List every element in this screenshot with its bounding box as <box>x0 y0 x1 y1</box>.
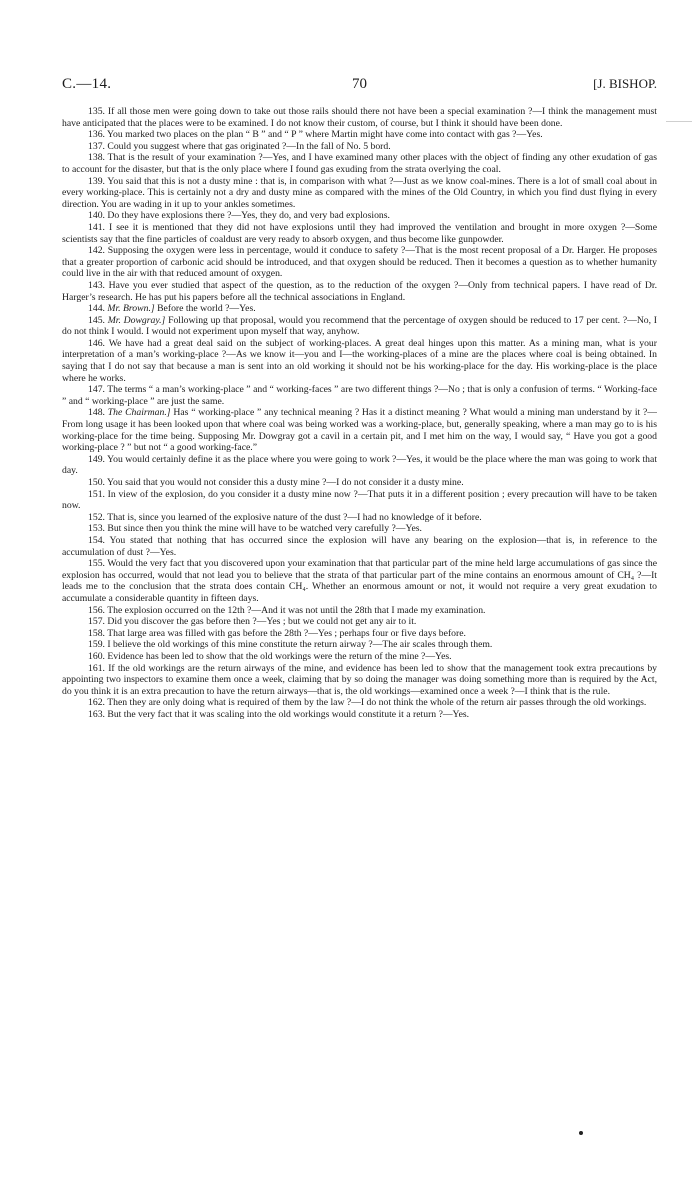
question-paragraph <box>62 315 657 338</box>
witness-name: [J. BISHOP. <box>593 76 657 91</box>
question-text: Before the world ?—Yes. <box>157 303 256 315</box>
question-paragraph <box>62 106 657 129</box>
question-paragraph <box>62 558 657 604</box>
margin-rule <box>666 121 692 122</box>
question-paragraph <box>62 245 657 280</box>
question-number: 159. <box>88 639 105 651</box>
question-text: Following up that proposal, would you recommend that the percentage of oxygen should be reduced to 17 per cent. ?—No, I do not think I would. I would not experiment upon myself that way, anyhow. <box>62 314 658 338</box>
speaker: The Chairman.] <box>107 407 171 419</box>
question-number: 161. <box>88 662 105 674</box>
question-paragraph <box>62 535 657 558</box>
question-paragraph <box>62 407 657 453</box>
question-text: If all those men were going down to take out those rails should there not have been a special examination ?—I think the management must have anticipated that the places were to be examined. I do not know their custom, of course, but I think it should have been done. <box>62 106 657 129</box>
question-text: The terms “ a man’s working-place ” and “ working-faces ” are two different things ?—No ; that is only a confusion of terms. “ Working-face ” and “ working-place ” are just the same. <box>62 384 657 407</box>
question-paragraph <box>62 338 657 384</box>
question-number: 142. <box>88 245 105 257</box>
question-paragraph <box>62 651 657 663</box>
question-paragraph <box>62 605 657 617</box>
question-number: 154. <box>88 534 105 546</box>
document-code: C.—14. <box>62 76 112 92</box>
question-text: We have had a great deal said on the subject of working-places. A great deal hinges upon this matter. As a mining man, what is your interpretation of a man’s working-place ?—As we know it—you and I—the working-places of a mine are the places where coal is being obtained. In saying that I do not say that because a man is sent into an old working it should not be his working-place for the day. His working-place is the place where he works. <box>62 337 657 384</box>
question-paragraph <box>62 616 657 628</box>
question-text: Did you discover the gas before then ?—Yes ; but we could not get any air to it. <box>107 616 417 628</box>
question-text: But since then you think the mine will have to be watched very carefully ?—Yes. <box>107 523 422 535</box>
question-paragraph <box>62 628 657 640</box>
question-text: Has “ working-place ” any technical meaning ? Has it a distinct meaning ? What would a mining man understand by it ?—From long usage it has been looked upon that where coal was being worked was a working-place, but, generally speaking, where a man may go to is his working-place for the time being. Supposing Mr. Dowgray got a cavil in a certain pit, and I met him on the way, I would say, “ Have you got a good working-place ? ” but not “ a good working-face.” <box>62 407 657 454</box>
question-number: 155. <box>88 558 105 570</box>
question-text: Could you suggest where that gas originated ?—In the fall of No. 5 bord. <box>107 140 391 152</box>
question-paragraph <box>62 384 657 407</box>
question-text: You marked two places on the plan “ B ” and “ P ” where Martin might have come into contact with gas ?—Yes. <box>107 129 543 141</box>
question-paragraph <box>62 454 657 477</box>
question-text: But the very fact that it was scaling into the old workings would constitute it a return ?—Yes. <box>107 708 470 720</box>
question-paragraph <box>62 489 657 512</box>
question-paragraph <box>62 709 657 721</box>
question-paragraph <box>62 477 657 489</box>
question-number: 138. <box>88 152 105 164</box>
question-text: In view of the explosion, do you consider it a dusty mine now ?—That puts it in a different position ; every precaution will have to be taken now. <box>62 488 657 512</box>
question-number: 153. <box>88 523 105 535</box>
question-paragraph <box>62 141 657 153</box>
question-text: That is the result of your examination ?—Yes, and I have examined many other places with the object of finding any other exudation of gas to account for the disaster, but that is the only place where I found gas exuding from the strata overlying the coal. <box>62 152 658 175</box>
question-text: Do they have explosions there ?—Yes, they do, and very bad explosions. <box>107 210 390 222</box>
question-text: The explosion occurred on the 12th ?—And it was not until the 28th that I made my examination. <box>107 604 486 616</box>
question-number: 157. <box>88 616 105 628</box>
question-text: Would the very fact that you discovered upon your examination that that particular part of the mine held large accumulations of gas since the explosion has occurred, would that not lead you to believe that the strata of that particular part of the mine contains an enormous amount of CH₄ ?—It leads me to the conclusion that the strata does contain CH₄. Whether an enormous amount or not, it would not require a very great exudation to accumulate a considerable quantity in fifteen days. <box>62 558 657 604</box>
question-text: Evidence has been led to show that the old workings were the return of the mine ?—Yes. <box>107 650 452 662</box>
question-number: 143. <box>88 279 105 291</box>
question-paragraph <box>62 303 657 315</box>
question-number: 150. <box>88 477 105 488</box>
question-number: 148. <box>88 407 105 419</box>
question-number: 146. <box>88 337 105 349</box>
question-paragraph <box>62 152 657 175</box>
question-text: You said that you would not consider this a dusty mine ?—I do not consider it a dusty mine. <box>107 477 464 488</box>
question-number: 162. <box>88 697 105 709</box>
question-number: 158. <box>88 627 105 639</box>
question-paragraph <box>62 523 657 535</box>
question-paragraph <box>62 280 657 303</box>
question-paragraph <box>62 210 657 222</box>
question-number: 136. <box>88 129 105 141</box>
question-number: 135. <box>88 106 105 117</box>
question-text: That large area was filled with gas before the 28th ?—Yes ; perhaps four or five days before. <box>107 627 466 639</box>
question-number: 160. <box>88 650 105 662</box>
question-paragraph <box>62 639 657 651</box>
question-text: You stated that nothing that has occurred since the explosion will have any bearing on the explosion—that is, in reference to the accumulation of dust ?—Yes. <box>62 534 657 558</box>
question-number: 145. <box>88 314 105 326</box>
question-paragraph <box>62 512 657 524</box>
question-number: 137. <box>88 140 105 152</box>
question-text: I believe the old workings of this mine constitute the return airway ?—The air scales through them. <box>107 639 493 651</box>
question-number: 163. <box>88 708 105 720</box>
question-text: If the old workings are the return airways of the mine, and evidence has been led to show that the management took extra precautions by appointing two inspectors to examine them once a week, claiming that by so doing the manager was doing something more than is required by the Act, do you think it is an extra precaution to have the return airways—that is, the old workings—examined once a week ?—I think that is the rule. <box>62 662 658 697</box>
question-number: 139. <box>88 175 105 187</box>
speaker: Mr. Brown.] <box>107 303 155 315</box>
question-number: 144. <box>88 303 105 315</box>
page-header <box>62 74 657 96</box>
question-text: Have you ever studied that aspect of the question, as to the reduction of the oxygen ?—Only from technical papers. I have read of Dr. Harger’s research. He has put his papers before all the technical associations in England. <box>62 279 657 303</box>
page-number: 70 <box>352 76 367 92</box>
question-paragraph <box>62 222 657 245</box>
question-number: 149. <box>88 453 105 465</box>
question-number: 147. <box>88 384 105 396</box>
testimony-body <box>62 106 657 720</box>
question-paragraph <box>62 663 657 698</box>
question-number: 156. <box>88 604 105 616</box>
question-paragraph <box>62 697 657 709</box>
question-text: Supposing the oxygen were less in percentage, would it conduce to safety ?—That is the most recent proposal of a Dr. Harger. He proposes that a greater proportion of carbonic acid should be introduced, and that oxygen should be reduced. Then it becomes a question as to whether humanity could live in the air with that reduced amount of oxygen. <box>62 245 657 280</box>
question-number: 152. <box>88 511 105 523</box>
question-text: Then they are only doing what is required of them by the law ?—I do not think the whole of the return air passes through the old workings. <box>107 697 647 709</box>
question-number: 141. <box>88 221 105 233</box>
question-number: 151. <box>88 488 105 500</box>
question-paragraph <box>62 129 657 141</box>
speaker: Mr. Dowgray.] <box>107 314 166 326</box>
question-text: You said that this is not a dusty mine : that is, in comparison with what ?—Just as we know coal-mines. There is a lot of small coal about in every working-place. This is certainly not a dry and dusty mine as compared with the mines of the Old Country, in which you find dust flying in every direction. You are wading in it up to your ankles sometimes. <box>62 175 658 210</box>
ink-dot <box>579 1131 583 1135</box>
question-number: 140. <box>88 210 105 222</box>
question-text: You would certainly define it as the place where you were going to work ?—Yes, it would be the place where the man was going to work that day. <box>62 453 658 477</box>
question-text: That is, since you learned of the explosive nature of the dust ?—I had no knowledge of it before. <box>107 511 482 523</box>
question-text: I see it is mentioned that they did not have explosions until they had improved the ventilation and brought in more oxygen ?—Some scientists say that the fine particles of coaldust are very ready to absorb oxygen, and thus become like gunpowder. <box>62 221 657 245</box>
question-paragraph <box>62 176 657 211</box>
